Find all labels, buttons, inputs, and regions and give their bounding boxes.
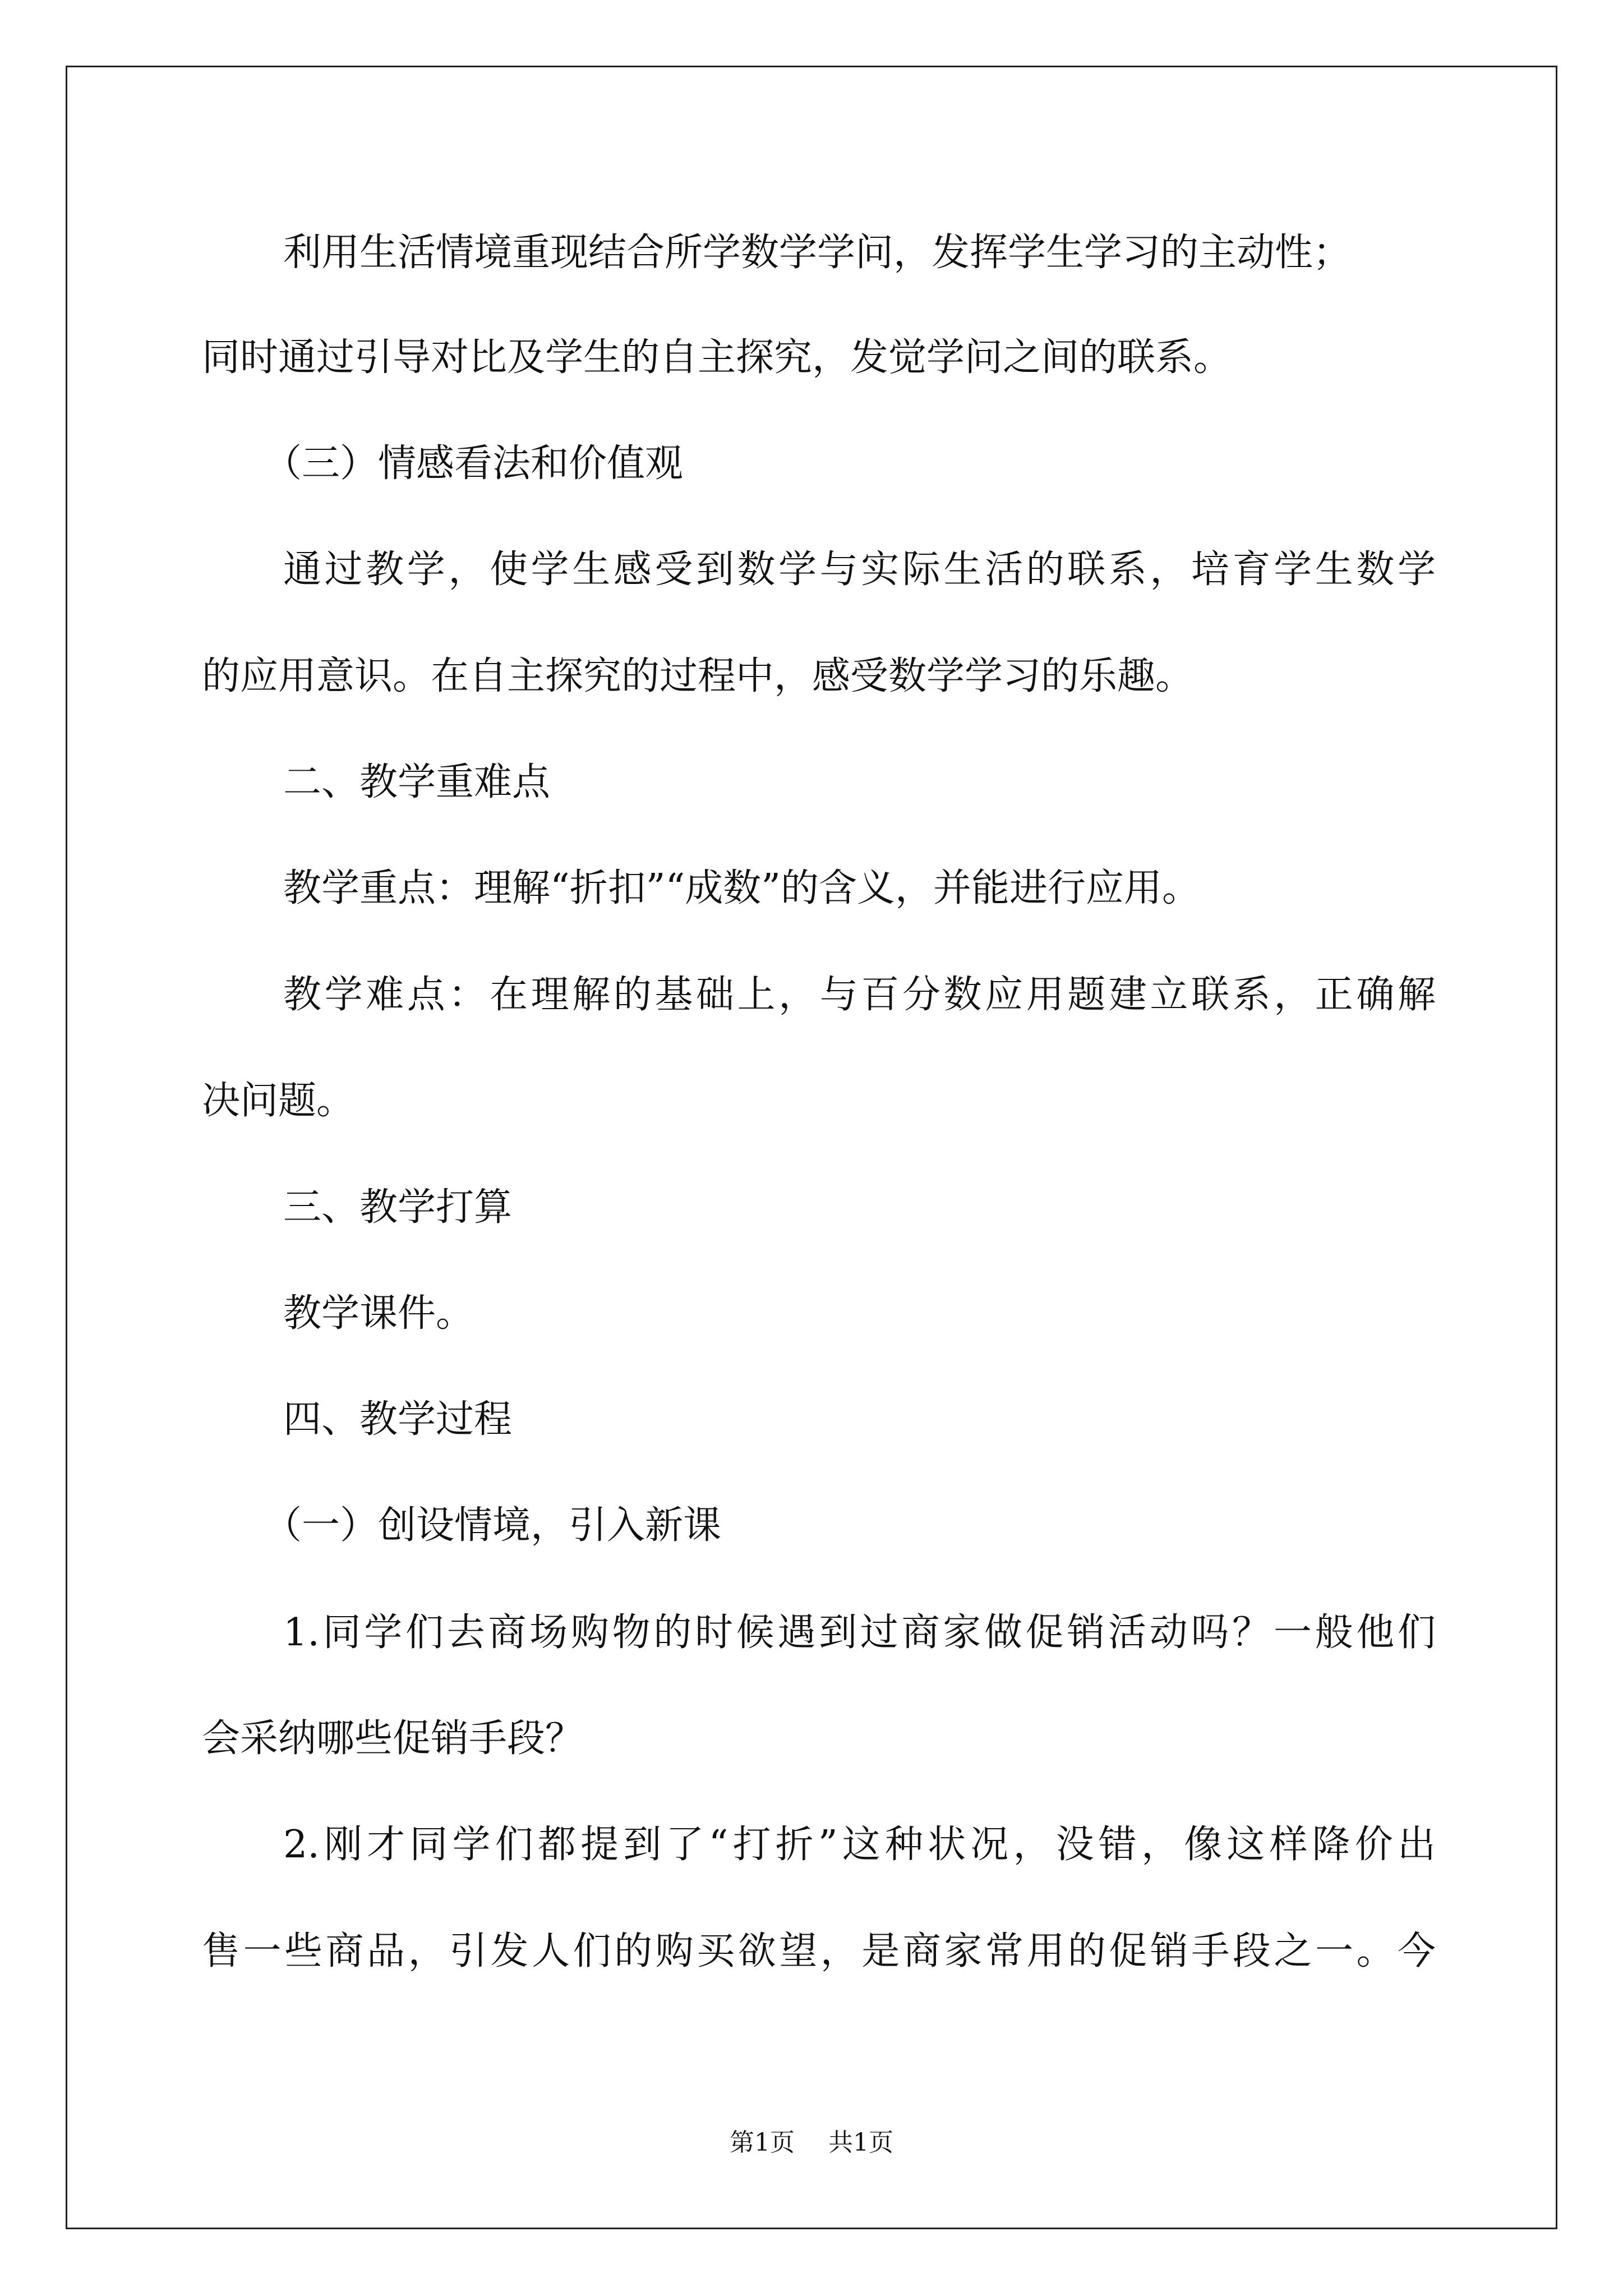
paragraph-line: 2.刚才同学们都提到了“打折”这种状况，没错，像这样降价出: [283, 1823, 1436, 1867]
page-frame: [66, 66, 1557, 2229]
section-heading: 三、教学打算: [283, 1185, 513, 1230]
page-number: 第1页: [730, 2128, 795, 2157]
section-heading: 二、教学重难点: [283, 760, 551, 804]
paragraph-line: 1.同学们去商场购物的时候遇到过商家做促销活动吗？一般他们: [283, 1611, 1436, 1655]
paragraph-line: 教学重点：理解“折扣”“成数”的含义，并能进行应用。: [283, 866, 1201, 910]
page-total: 共1页: [828, 2128, 893, 2157]
section-heading: （三）情感看法和价值观: [264, 441, 684, 486]
paragraph-line: 教学难点：在理解的基础上，与百分数应用题建立联系，正确解: [283, 973, 1436, 1017]
page-footer: [0, 2128, 1623, 2157]
paragraph-line: 利用生活情境重现结合所学数学学问，发挥学生学习的主动性；: [283, 231, 1352, 275]
paragraph-line: 售一些商品，引发人们的购买欲望，是商家常用的促销手段之一。今: [202, 1929, 1436, 1973]
paragraph-line: 教学课件。: [283, 1291, 474, 1336]
paragraph-line: 会采纳哪些促销手段？: [202, 1717, 584, 1761]
paragraph-line: 同时通过引导对比及学生的自主探究，发觉学问之间的联系。: [202, 335, 1232, 380]
paragraph-line: 通过教学，使学生感受到数学与实际生活的联系，培育学生数学: [283, 547, 1436, 592]
section-heading: 四、教学过程: [283, 1397, 513, 1442]
paragraph-line: 决问题。: [202, 1079, 355, 1123]
paragraph-line: 的应用意识。在自主探究的过程中，感受数学学习的乐趣。: [202, 654, 1194, 698]
section-heading: （一）创设情境，引入新课: [264, 1503, 722, 1548]
